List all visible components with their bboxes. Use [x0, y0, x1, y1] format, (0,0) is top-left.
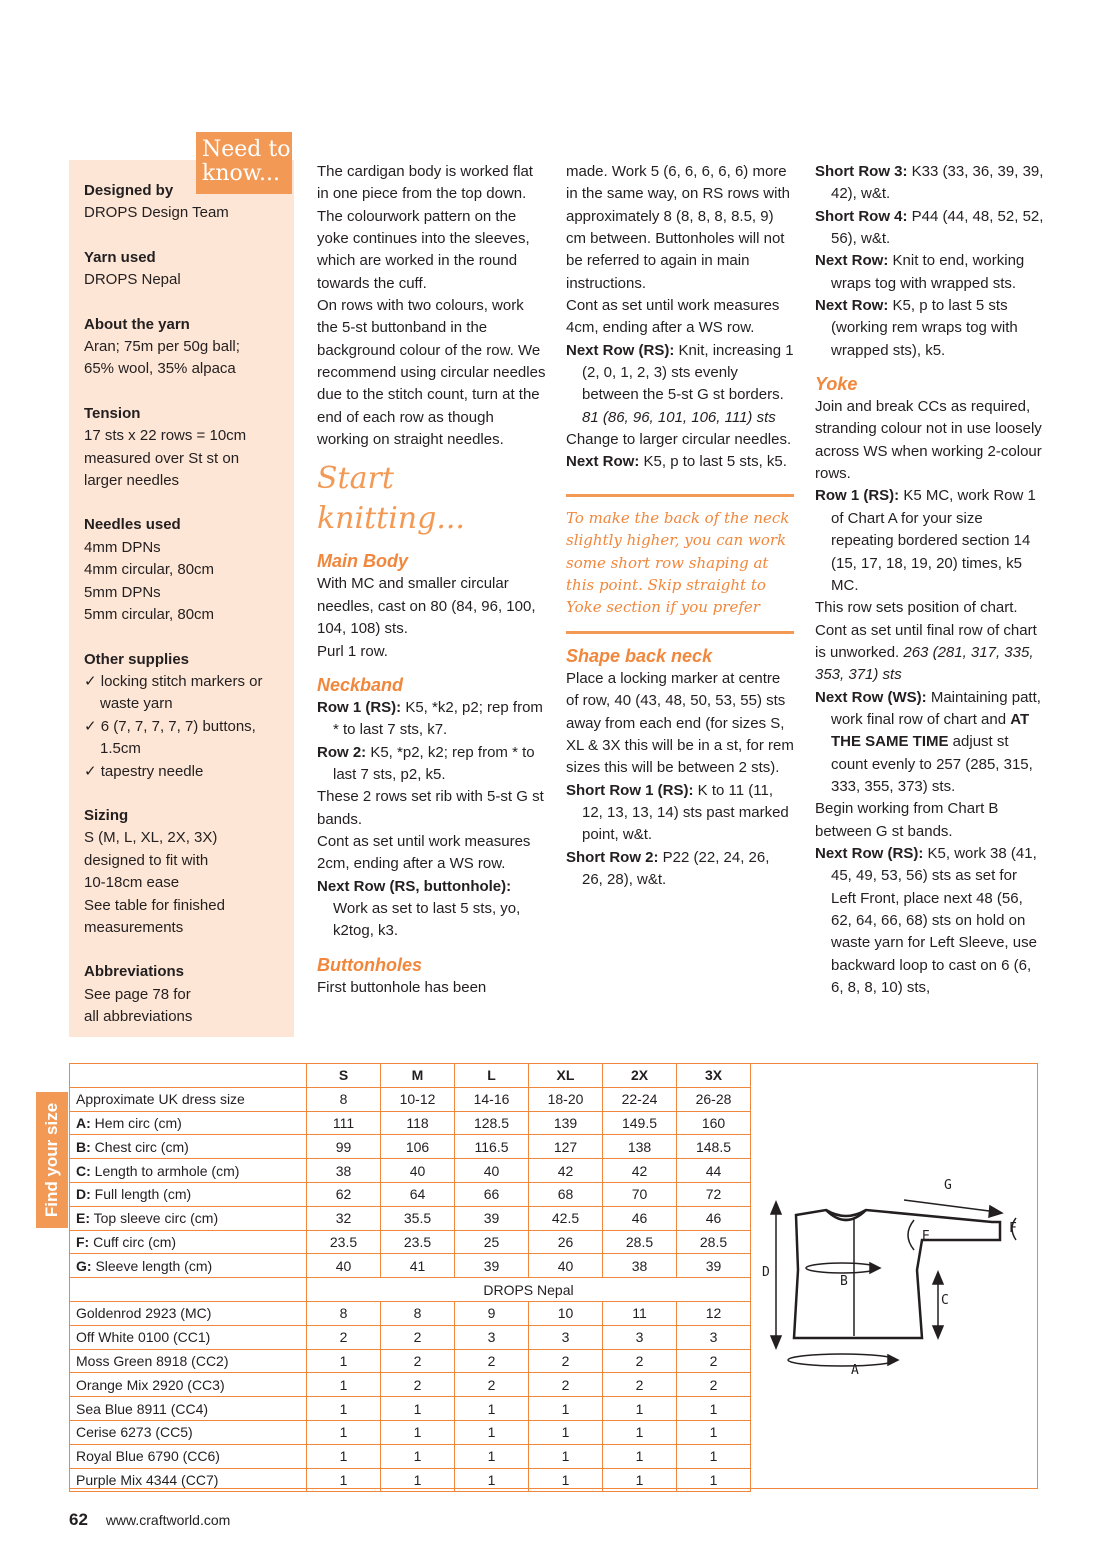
- table-cell: 66: [455, 1182, 529, 1206]
- table-cell: 1: [455, 1444, 529, 1468]
- footer-url[interactable]: www.craftworld.com: [105, 1512, 231, 1528]
- yarn-label: Goldenrod 2923 (MC): [70, 1301, 307, 1325]
- measurement-label: F: Cuff circ (cm): [70, 1230, 307, 1254]
- table-cell: 72: [677, 1182, 751, 1206]
- table-cell: 26: [529, 1230, 603, 1254]
- table-cell: 40: [381, 1159, 455, 1183]
- table-cell: 1: [381, 1420, 455, 1444]
- table-row: [70, 1373, 751, 1397]
- yarn-label: Moss Green 8918 (CC2): [70, 1349, 307, 1373]
- table-cell: 39: [455, 1206, 529, 1230]
- table-row: [70, 1468, 751, 1492]
- yarn-header: DROPS Nepal: [307, 1278, 751, 1302]
- table-cell: 8: [307, 1087, 381, 1111]
- table-cell: 138: [603, 1135, 677, 1159]
- table-row: [70, 1230, 751, 1254]
- table-cell: 2: [529, 1373, 603, 1397]
- garment-schematic: [752, 1170, 1037, 1390]
- table-cell: 3: [677, 1325, 751, 1349]
- tension: Tension 17 sts x 22 rows = 10cm measured over St st on larger needles: [84, 404, 247, 490]
- label-b: B: [840, 1274, 848, 1289]
- table-cell: 1: [529, 1397, 603, 1421]
- table-cell: 1: [529, 1420, 603, 1444]
- table-cell: 8: [381, 1301, 455, 1325]
- table-header-row: S M L XL 2X 3X: [70, 1064, 751, 1088]
- table-cell: 118: [381, 1111, 455, 1135]
- table-cell: 12: [677, 1301, 751, 1325]
- table-cell: 25: [455, 1230, 529, 1254]
- table-cell: 10-12: [381, 1087, 455, 1111]
- table-cell: 2: [529, 1349, 603, 1373]
- table-cell: 40: [455, 1159, 529, 1183]
- yarn-header-row: [70, 1278, 751, 1302]
- measurement-label: Approximate UK dress size: [70, 1087, 307, 1111]
- table-cell: 2: [381, 1349, 455, 1373]
- table-cell: 149.5: [603, 1111, 677, 1135]
- table-cell: 18-20: [529, 1087, 603, 1111]
- table-cell: 39: [455, 1254, 529, 1278]
- supply-item: ✓ 6 (7, 7, 7, 7, 7) buttons, 1.5cm: [84, 717, 256, 758]
- yarn-label: Cerise 6273 (CC5): [70, 1420, 307, 1444]
- dimension-labels: [762, 1178, 1017, 1378]
- table-row: [70, 1111, 751, 1135]
- table-cell: 2: [381, 1373, 455, 1397]
- sizing: Sizing S (M, L, XL, 2X, 3X) designed to fit with 10-18cm ease See table for finished measurements: [84, 806, 225, 936]
- table-cell: 3: [529, 1325, 603, 1349]
- table-cell: 1: [307, 1349, 381, 1373]
- b-ring: [806, 1263, 878, 1273]
- table-cell: 2: [307, 1325, 381, 1349]
- c-arrow-bottom: [933, 1326, 943, 1338]
- table-cell: 40: [307, 1254, 381, 1278]
- table-cell: 2: [677, 1349, 751, 1373]
- table-row: [70, 1420, 751, 1444]
- table-row: [70, 1254, 751, 1278]
- table-cell: 41: [381, 1254, 455, 1278]
- label-g: G: [944, 1178, 952, 1193]
- table-cell: 9: [455, 1301, 529, 1325]
- table-cell: 1: [455, 1397, 529, 1421]
- other-supplies: Other supplies ✓ locking stitch markers or waste yarn ✓ 6 (7, 7, 7, 7, 7) buttons, 1.5cm ✓ tapestry needle: [84, 649, 289, 783]
- a-arrow-head: [888, 1355, 898, 1365]
- table-cell: 1: [603, 1397, 677, 1421]
- start-knitting-heading: Start knitting...: [317, 461, 465, 537]
- table-cell: 64: [381, 1182, 455, 1206]
- table-cell: 1: [307, 1373, 381, 1397]
- e-ring: [908, 1220, 914, 1250]
- table-cell: 1: [603, 1420, 677, 1444]
- table-cell: 1: [381, 1468, 455, 1492]
- yarn-label: Sea Blue 8911 (CC4): [70, 1397, 307, 1421]
- label-a: A: [851, 1363, 859, 1378]
- table-cell: 1: [381, 1444, 455, 1468]
- table-cell: 35.5: [381, 1206, 455, 1230]
- table-cell: 26-28: [677, 1087, 751, 1111]
- size-table: [69, 1063, 751, 1492]
- table-cell: 38: [307, 1159, 381, 1183]
- table-cell: 1: [677, 1444, 751, 1468]
- table-cell: 42: [603, 1159, 677, 1183]
- table-cell: 1: [381, 1397, 455, 1421]
- a-ring: [788, 1354, 896, 1366]
- yarn-used: Yarn used DROPS Nepal: [84, 248, 181, 289]
- column-2: made. Work 5 (6, 6, 6, 6, 6) more in the same way, on RS rows with approximately 8 (8, 8, 8, 8.5, 9) cm between. Buttonholes will not be referred to again in main instructions. Cont as set until work measures 4cm, ending after a WS row. Next Row (RS): Knit, increasing 1 (2, 0, 1, 2, 3) sts evenly between the 5-st G st borders. 81 (86, 96, 101, 106, 111) sts Change to larger circular needles. Next Row: K5, p to last 5 sts, k5. To make the back of the neck slightly higher, you can work some short row shaping at this point. Skip straight to Yoke section if you prefer Shape back neck Place a locking marker at centre of row, 40 (43, 48, 50, 53, 55) sts away from each end (for sizes S, XL & 3X this will be in a st, for rem sizes this will be between 2 sts). Short Row 1 (RS): K to 11 (11, 12, 13, 13, 14) sts past marked point, w&t. Short Row 2: P22 (22, 24, 26, 26, 28), w&t.: [566, 163, 794, 888]
- table-cell: 22-24: [603, 1087, 677, 1111]
- table-cell: 1: [307, 1397, 381, 1421]
- measurement-label: E: Top sleeve circ (cm): [70, 1206, 307, 1230]
- measurement-label: G: Sleeve length (cm): [70, 1254, 307, 1278]
- table-cell: 139: [529, 1111, 603, 1135]
- table-cell: 46: [677, 1206, 751, 1230]
- table-cell: 127: [529, 1135, 603, 1159]
- table-cell: 28.5: [677, 1230, 751, 1254]
- table-cell: 70: [603, 1182, 677, 1206]
- table-row: [70, 1206, 751, 1230]
- table-cell: 3: [603, 1325, 677, 1349]
- table-cell: 1: [677, 1468, 751, 1492]
- page-footer: [69, 1510, 230, 1530]
- table-cell: 3: [455, 1325, 529, 1349]
- table-cell: 1: [677, 1397, 751, 1421]
- column-3: Short Row 3: K33 (33, 36, 39, 39, 42), w&t. Short Row 4: P44 (44, 48, 52, 52, 56), w&t. Next Row: Knit to end, working wraps tog with wrapped sts. Next Row: K5, p to last 5 sts (working rem wraps tog with wrapped sts), k5. Yoke Join and break CCs as required, stranding colour not in use loosely across WS when working 2-colour rows. Row 1 (RS): K5 MC, work Row 1 of Chart A for your size repeating bordered section 14 (15, 17, 18, 19, 20) times, k5 MC. This row sets position of chart. Cont as set until final row of chart is unworked. 263 (281, 317, 335, 353, 371) sts Next Row (WS): Maintaining patt, work final row of chart and AT THE SAME TIME adjust st count evenly to 257 (285, 315, 333, 355, 373) sts. Begin working from Chart B between G st bands. Next Row (RS): K5, work 38 (41, 45, 49, 53, 56) sts as set for Left Front, place next 48 (56, 62, 64, 66, 68) sts on hold on waste yarn for Left Sleeve, use backward loop to cast on 6 (6, 6, 8, 8, 10) sts,: [815, 163, 1044, 997]
- abbreviations: Abbreviations See page 78 for all abbreviations: [84, 963, 193, 1026]
- b-arrow-head: [870, 1263, 880, 1273]
- table-cell: 160: [677, 1111, 751, 1135]
- need-to-know-content: [84, 180, 289, 1051]
- table-cell: 32: [307, 1206, 381, 1230]
- table-cell: 116.5: [455, 1135, 529, 1159]
- column-1: The cardigan body is worked flat in one piece from the top down. The colourwork pattern on the yoke continues into the sleeves, which are worked in the round towards the cuff. On rows with two colours, work the 5-st buttonband in the background colour of the row. We recommend using circular needles due to the stitch count, turn at the end of each row as though working on straight needles. Start knitting... Main Body With MC and smaller circular needles, cast on 80 (84, 96, 100, 104, 108) sts. Purl 1 row. Neckband Row 1 (RS): K5, *k2, p2; rep from * to last 7 sts, k7. Row 2: K5, *p2, k2; rep from * to last 7 sts, p2, k5. These 2 rows set rib with 5-st G st bands. Cont as set until work measures 2cm, ending after a WS row. Next Row (RS, buttonhole): Work as set to last 5 sts, yo, k2tog, k3. Buttonholes First buttonhole has been: [317, 163, 546, 996]
- table-cell: 68: [529, 1182, 603, 1206]
- table-cell: 128.5: [455, 1111, 529, 1135]
- table-row: [70, 1301, 751, 1325]
- table-row: [70, 1087, 751, 1111]
- table-cell: 39: [677, 1254, 751, 1278]
- table-cell: 2: [381, 1325, 455, 1349]
- table-row: [70, 1444, 751, 1468]
- label-f: F: [1009, 1221, 1017, 1236]
- buttonholes-heading: Buttonholes: [317, 954, 422, 975]
- table-cell: 10: [529, 1301, 603, 1325]
- cardigan-outline: [794, 1210, 1000, 1338]
- yarn-label: Purple Mix 4344 (CC7): [70, 1468, 307, 1492]
- table-row: [70, 1325, 751, 1349]
- table-cell: 1: [603, 1444, 677, 1468]
- table-cell: 1: [529, 1468, 603, 1492]
- table-cell: 1: [677, 1420, 751, 1444]
- label-d: D: [762, 1265, 770, 1280]
- d-arrow-top: [771, 1202, 781, 1214]
- table-cell: 111: [307, 1111, 381, 1135]
- need-to-know-badge: Need to know...: [196, 132, 292, 194]
- table-cell: 11: [603, 1301, 677, 1325]
- table-cell: 1: [307, 1420, 381, 1444]
- dimension-arrows: [771, 1200, 1016, 1366]
- about-the-yarn: About the yarn Aran; 75m per 50g ball; 65% wool, 35% alpaca: [84, 315, 240, 378]
- measurement-label: C: Length to armhole (cm): [70, 1159, 307, 1183]
- needles-used: Needles used 4mm DPNs 4mm circular, 80cm 5mm DPNs 5mm circular, 80cm: [84, 516, 215, 624]
- table-cell: 1: [307, 1444, 381, 1468]
- measurement-label: B: Chest circ (cm): [70, 1135, 307, 1159]
- table-cell: 2: [603, 1373, 677, 1397]
- table-cell: 40: [529, 1254, 603, 1278]
- table-cell: 2: [455, 1349, 529, 1373]
- table-row: [70, 1135, 751, 1159]
- supply-item: ✓ locking stitch markers or waste yarn: [84, 672, 263, 713]
- page-number: 62: [69, 1510, 88, 1529]
- c-arrow-top: [933, 1272, 943, 1284]
- shape-back-neck-heading: Shape back neck: [566, 645, 713, 666]
- table-cell: 2: [677, 1373, 751, 1397]
- table-cell: 2: [455, 1373, 529, 1397]
- d-arrow-bottom: [771, 1336, 781, 1348]
- yarn-label: Royal Blue 6790 (CC6): [70, 1444, 307, 1468]
- table-cell: 1: [455, 1468, 529, 1492]
- table-cell: 106: [381, 1135, 455, 1159]
- yarn-label: Off White 0100 (CC1): [70, 1325, 307, 1349]
- table-cell: 42.5: [529, 1206, 603, 1230]
- measurement-label: A: Hem circ (cm): [70, 1111, 307, 1135]
- find-your-size-label: Find your size: [42, 1102, 61, 1218]
- yoke-heading: Yoke: [815, 374, 858, 395]
- table-cell: 1: [603, 1468, 677, 1492]
- table-cell: 42: [529, 1159, 603, 1183]
- tip-box: To make the back of the neck slightly higher, you can work some short row shaping at this point. Skip straight to Yoke section if you prefer: [566, 494, 794, 634]
- table-body: [70, 1087, 751, 1492]
- table-cell: 1: [455, 1420, 529, 1444]
- table-cell: 62: [307, 1182, 381, 1206]
- table-cell: 38: [603, 1254, 677, 1278]
- table-row: [70, 1159, 751, 1183]
- table-cell: 23.5: [381, 1230, 455, 1254]
- body-shape: [794, 1210, 1000, 1338]
- label-e: E: [922, 1229, 930, 1244]
- table-cell: 1: [307, 1468, 381, 1492]
- table-cell: 44: [677, 1159, 751, 1183]
- measurement-label: D: Full length (cm): [70, 1182, 307, 1206]
- table-cell: 2: [603, 1349, 677, 1373]
- main-body-heading: Main Body: [317, 551, 409, 572]
- g-arrow-line: [904, 1200, 997, 1212]
- table-row: [70, 1397, 751, 1421]
- table-cell: 148.5: [677, 1135, 751, 1159]
- supply-item: ✓ tapestry needle: [84, 762, 204, 780]
- table-cell: 23.5: [307, 1230, 381, 1254]
- label-c: C: [941, 1293, 949, 1308]
- table-row: [70, 1182, 751, 1206]
- table-cell: 46: [603, 1206, 677, 1230]
- designed-by: Designed by DROPS Design Team: [84, 182, 229, 222]
- yarn-label: Orange Mix 2920 (CC3): [70, 1373, 307, 1397]
- table-cell: 8: [307, 1301, 381, 1325]
- table-cell: 28.5: [603, 1230, 677, 1254]
- g-arrow-head: [989, 1206, 1002, 1217]
- table-cell: 99: [307, 1135, 381, 1159]
- table-cell: 1: [529, 1444, 603, 1468]
- table-cell: 14-16: [455, 1087, 529, 1111]
- table-row: [70, 1349, 751, 1373]
- neckband-heading: Neckband: [317, 674, 404, 695]
